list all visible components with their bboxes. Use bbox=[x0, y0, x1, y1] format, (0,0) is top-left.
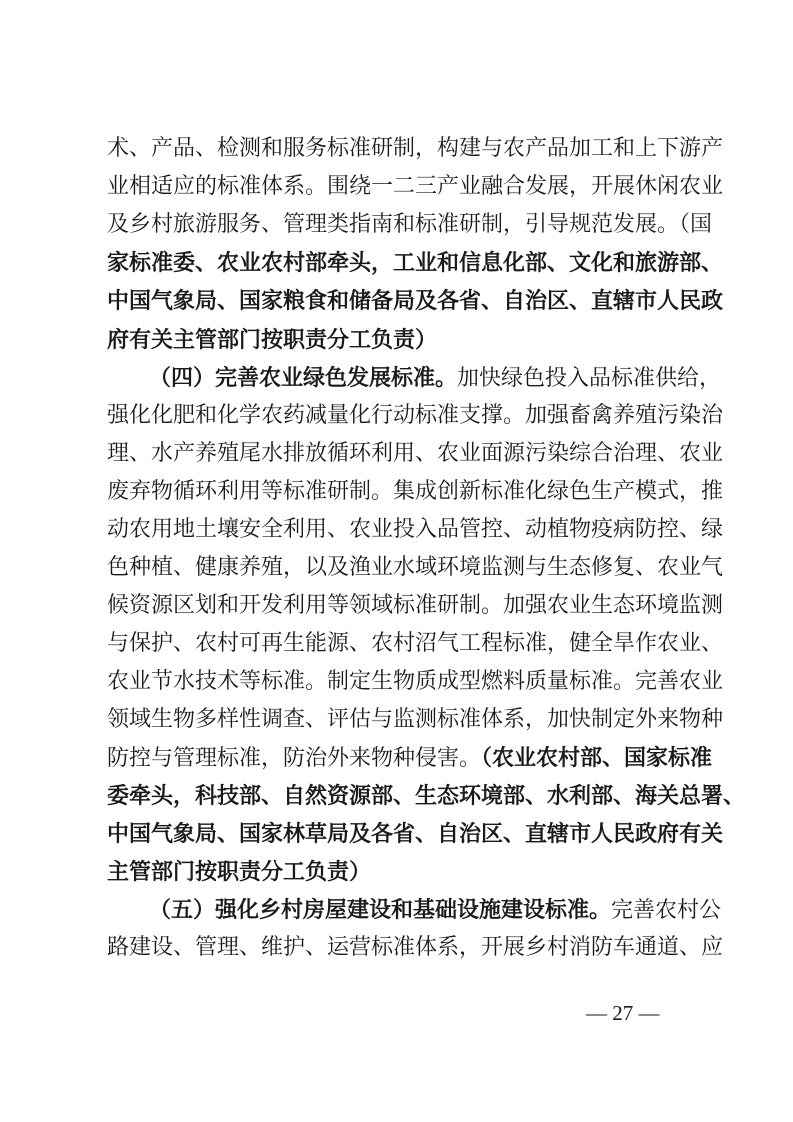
text-line: 领域生物多样性调查、评估与监测标准体系，加快制定外来物种 bbox=[107, 707, 724, 732]
page-number: — 27 — bbox=[586, 1001, 660, 1025]
text-line: 农业节水技术等标准。制定生物质成型燃料质量标准。完善农业 bbox=[107, 669, 724, 694]
text-line: 府有关主管部门按职责分工负责） bbox=[107, 327, 438, 353]
section-heading-4: （四）完善农业绿色发展标准。 bbox=[149, 365, 458, 391]
text-line: 术、产品、检测和服务标准研制，构建与农产品加工和上下游产 bbox=[107, 136, 724, 161]
section-heading-line bbox=[149, 359, 722, 397]
text-line: 主管部门按职责分工负责） bbox=[107, 859, 372, 885]
text-line: 与保护、农村可再生能源、农村沼气工程标准，健全旱作农业、 bbox=[107, 631, 724, 656]
text-line: 及乡村旅游服务、管理类指南和标准研制，引导规范发展。（国 bbox=[107, 212, 713, 237]
text-line: 委牵头，科技部、自然资源部、生态环境部、水利部、海关总署、 bbox=[107, 783, 746, 809]
text-line: 废弃物循环利用等标准研制。集成创新标准化绿色生产模式，推 bbox=[107, 479, 724, 504]
text-line bbox=[107, 739, 713, 777]
text-line: 动农用地土壤安全利用、农业投入品管控、动植物疫病防控、绿 bbox=[107, 517, 724, 542]
responsible-bodies: （农业农村部、国家标准 bbox=[481, 745, 713, 771]
text-line: 中国气象局、国家粮食和储备局及各省、自治区、直辖市人民政 bbox=[107, 288, 724, 314]
section-heading-line bbox=[149, 891, 722, 929]
text-line: 强化化肥和化学农药减量化行动标准支撑。加强畜禽养殖污染治 bbox=[107, 403, 724, 428]
text-run: 防控与管理标准，防治外来物种侵害。 bbox=[107, 746, 482, 771]
text-line: 色种植、健康养殖，以及渔业水域环境监测与生态修复、农业气 bbox=[107, 555, 724, 580]
section-heading-5: （五）强化乡村房屋建设和基础设施建设标准。 bbox=[149, 897, 612, 923]
text-run: 加快绿色投入品标准供给， bbox=[457, 366, 722, 391]
text-line: 理、水产养殖尾水排放循环利用、农业面源污染综合治理、农业 bbox=[107, 441, 724, 466]
text-line: 家标准委、农业农村部牵头，工业和信息化部、文化和旅游部、 bbox=[107, 250, 724, 276]
text-line: 中国气象局、国家林草局及各省、自治区、直辖市人民政府有关 bbox=[107, 821, 724, 847]
text-line: 业相适应的标准体系。围绕一二三产业融合发展，开展休闲农业 bbox=[107, 174, 724, 199]
text-line: 候资源区划和开发利用等领域标准研制。加强农业生态环境监测 bbox=[107, 593, 724, 618]
text-line: 路建设、管理、维护、运营标准体系，开展乡村消防车通道、应 bbox=[107, 935, 724, 960]
text-run: 完善农村公 bbox=[611, 898, 722, 923]
